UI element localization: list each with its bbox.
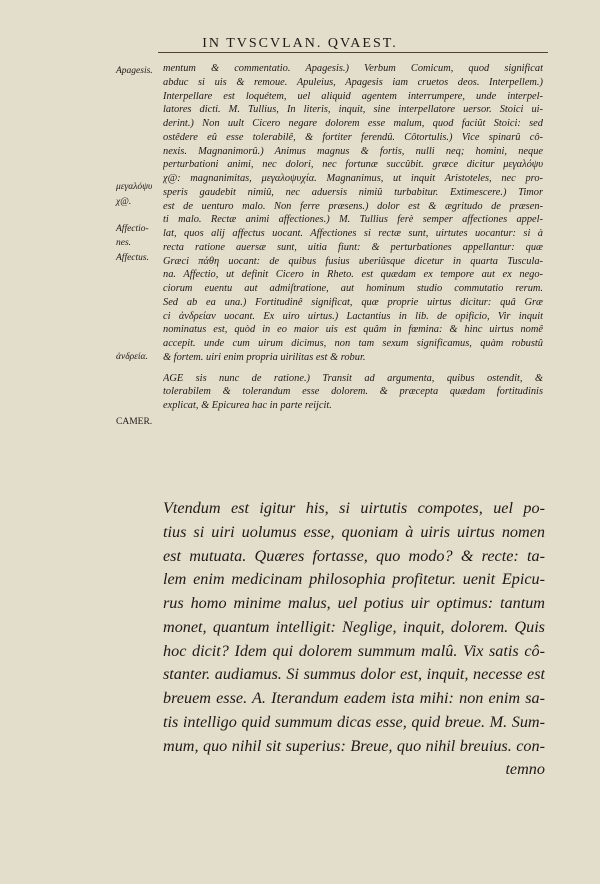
- commentary-line: & fortem. uiri enim propria uirilitas est & robur.: [163, 351, 366, 363]
- margin-note: ἀνδρεία.: [116, 352, 148, 362]
- main-text-line: mum, quo nihil sit superius: Breue, quo nihil breuius. con-: [163, 736, 545, 755]
- commentary-line: accepit. unde cum uirum dicimus, non tam sexum significamus, quàm robustû: [163, 338, 543, 349]
- commentary-line: ciorum euentu aut admiſtratione, aut hominum studio commutatio rerum.: [163, 283, 543, 294]
- commentary-paragraph-2: [163, 372, 543, 413]
- commentary-line: ostêdere eû esse tolerabilê, & fortiter ferendû. Côtortulis.) Vice spinarû cô-: [163, 131, 543, 143]
- commentary-line: tolerabilem & tolerandum esse dolorem. & præcepta quædam fortitudinis: [163, 386, 543, 398]
- paragraph-gap: [163, 365, 543, 372]
- running-head: IN TVSCVLAN. QVAEST.: [202, 36, 398, 51]
- main-text-line: tis intelligo quid summum dicas esse, quid breue. M. Sum-: [163, 712, 545, 731]
- commentary-line: AGE sis nunc de ratione.) Transit ad argumenta, quibus ostendit, &: [163, 372, 543, 384]
- margin-note: Apagesis.: [116, 66, 153, 76]
- main-text-line: monet, quantum intelligit: Neglige, inquit, dolorem. Quis: [163, 617, 545, 636]
- commentary-line: nexis. Magnanimorû.) Animus magnus & fortis, nulli neq; homini, neque: [163, 145, 543, 157]
- margin-note: χ@.: [116, 197, 132, 207]
- commentary-line: na. Affectio, ut definit Cicero in Rheto. est quædam ex tempore aut ex nego-: [163, 269, 543, 281]
- commentary-line: speris gaudebit nimiû, nec aduersis nimiû turbabitur. Extimescere.) Timor: [163, 186, 543, 198]
- header-rule: [158, 52, 548, 53]
- commentary-line: χ@: magnanimitas, μεγαλοψυχία. Magnanimus, ut inquit Aristoteles, nec pro-: [163, 173, 543, 184]
- main-text-block: [163, 497, 545, 782]
- margin-note: μεγαλόψυ: [116, 182, 153, 192]
- commentary-line: lat, quos alij affectus uocant. Affectiones si rectæ sunt, uirtutes uocantur: si à: [163, 228, 543, 239]
- commentary-line: abduc si uis & remoue. Apuleius, Apagesis iam cruetos deos. Interpellem.): [163, 76, 543, 88]
- commentary-line: mentum & commentatio. Apagesis.) Verbum Comicum, quod significat: [163, 63, 543, 74]
- main-text-line: tius si uiri uolumus esse, quoniam à uiris uirtus nomen: [163, 522, 545, 541]
- commentary-line: est de uenturo malo. Non ferre præsens.) dolor est & ægritudo de præsen-: [163, 200, 543, 212]
- margin-note: nes.: [116, 238, 132, 248]
- commentary-line: recta ratione auersæ sunt, uitia fiunt: & perturbationes appellantur: quæ: [163, 241, 543, 253]
- margin-note: CAMER.: [116, 417, 153, 427]
- commentary-line: ti malo. Rectæ animi affectiones.) M. Tullius ferè semper affectiones appel-: [163, 214, 543, 226]
- commentary-line: nominatus est, quòd in eo maior uis est quâm in fœmina: & hinc uirtus nomê: [163, 324, 543, 336]
- commentary-line: Græci πάθη uocant: de quibus fusius uberiûsque dicetur in quarta Tuscula-: [163, 255, 543, 267]
- main-text-line: est mutuata. Quæres fortasse, quo modo? & recte: ta-: [163, 546, 545, 565]
- margin-note: Affectus.: [116, 253, 149, 263]
- commentary-paragraph-1: [163, 62, 543, 365]
- commentary-line: ci ἀνδρείαν uocant. Ex uiro uirtus.) Lactantius in lib. de opificio, Vir inquit: [163, 310, 543, 322]
- main-text-line: hoc dicit? Idem qui dolorem summum malû. Vix satis cô-: [163, 641, 545, 660]
- commentary-line: Sed ab ea una.) Fortitudinê significat, quæ proprie uirtus dicitur: quâ Græ: [163, 296, 543, 308]
- main-text-line: breuem esse. A. Iterandum eadem ista mihi: non enim sa-: [163, 689, 545, 707]
- commentary-line: Interpellare est loquétem, uel aliquid agentem interrumpere, unde interpel-: [163, 90, 543, 102]
- commentary-line: perturbationi animi, nec dolori, nec fortunæ succûbit. græce dicitur μεγαλόψυ: [163, 159, 543, 171]
- main-text-line: rus homo minime malus, uel potius uir optimus: tantum: [163, 594, 545, 612]
- commentary-line: latores dicti. M. Tullius, In literis, inquit, sine interpellatore uersor. Stoici ui-: [163, 104, 543, 116]
- main-text-line: temno: [505, 760, 545, 779]
- commentary-line: derint.) Non uult Cicero negare dolorem esse malum, quod faciût Stoici: sed: [163, 118, 543, 129]
- commentary-line: explicat, & Epicurea hac in parte reijcit.: [163, 400, 332, 411]
- main-text-line: lem enim medicinam philosophia profitetur. uenit Epicu-: [163, 570, 545, 589]
- margin-note: Affectio-: [116, 224, 149, 234]
- main-text-line: Vtendum est igitur his, si uirtutis compotes, uel po-: [163, 499, 545, 517]
- commentary-block: [163, 62, 543, 413]
- main-text-line: stanter. audiamus. Si summus dolor est, inquit, necesse est: [163, 665, 545, 684]
